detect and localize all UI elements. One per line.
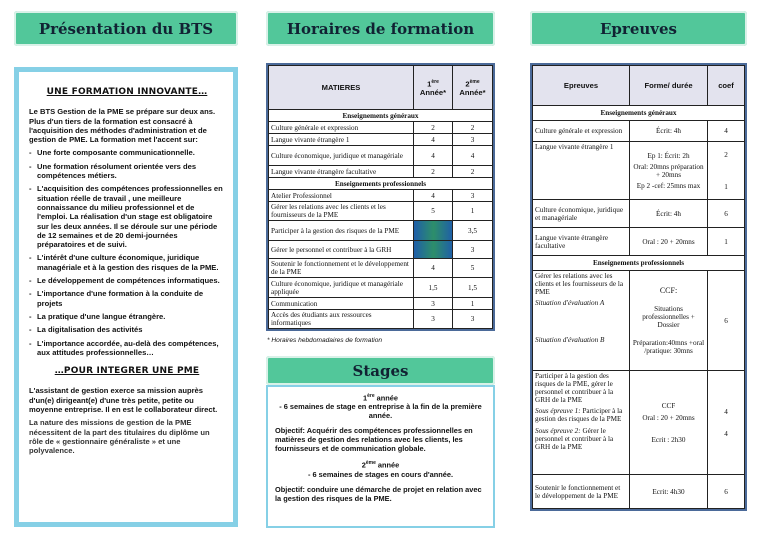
table-row: Langue vivante étrangère facultative 2 2 — [269, 166, 493, 178]
section-row-generaux: Enseignements généraux — [269, 110, 493, 122]
section-row-pro: Enseignements professionnels — [533, 256, 745, 271]
col-header-matieres: MATIERES — [269, 66, 414, 110]
list-item: - Une formation résolument orientée vers des compétences métiers. — [29, 161, 197, 181]
stages-panel — [266, 385, 495, 528]
list-item: - L'importance d'une formation à la conduite de projets — [29, 289, 204, 308]
intro-text: Le BTS Gestion de la PME se prépare sur deux ans. Plus d'un tiers de la formation est consacré à l'acquisition des méthodes d'administration et de gestion de PME. La formation met l'accent sur: — [29, 107, 216, 145]
col-header-year1: 1ère Année* — [414, 66, 453, 110]
table-row: Langue vivante étrangère facultative Oral : 20 + 20mns 1 — [533, 228, 745, 256]
header-epreuves-text: Epreuves — [600, 19, 677, 38]
table-row: Participer à la gestion des risques de la PME 3,5 — [269, 221, 493, 241]
list-item: - La pratique d'une langue étrangère. — [29, 311, 166, 321]
table-row: Accès des étudiants aux ressources informatiques 3 3 — [269, 310, 493, 329]
nature-text: La nature des missions de gestion de la PME nécessitent de la part des titulaires du diplôme un rôle de « gestionnaire généraliste » et une polyvalence. — [29, 418, 210, 456]
col-header-coef: coef — [708, 66, 745, 106]
shaded-cell — [414, 241, 453, 259]
col-header-year2: 2ème Année* — [453, 66, 493, 110]
stage-year1-title: 1ère année — [362, 393, 399, 403]
list-item: - L'importance accordée, au-delà des compétences, aux attitudes professionnelles… — [29, 338, 219, 357]
section-row-generaux: Enseignements généraux — [533, 106, 745, 121]
table-row: Culture économique, juridique et managériale appliquée 1,5 1,5 — [269, 278, 493, 298]
list-item: - Le développement de compétences informatiques. — [29, 276, 220, 286]
list-item: - L'intérêt d'une culture économique, juridique managériale et à la gestion des risques de la PME. — [29, 253, 219, 272]
stage-year2-objective: Objectif: conduire une démarche de projet en relation avec la gestion des risques de la PME. — [275, 484, 482, 503]
shaded-cell — [414, 221, 453, 241]
table-row: Atelier Professionnel 4 3 — [269, 190, 493, 202]
section-title-pme: …POUR INTEGRER UNE PME — [54, 366, 200, 377]
header-presentation — [14, 11, 238, 46]
section-title-formation: UNE FORMATION INNOVANTE… — [46, 87, 208, 97]
header-epreuves — [530, 11, 747, 46]
table-row: Culture générale et expression 2 2 — [269, 122, 493, 134]
table-row: Langue vivante étrangère 1 4 3 — [269, 134, 493, 146]
stage-year1-objective: Objectif: Acquérir des compétences professionnelles en matières de gestion des relations avec les clients, les fournisseurs et de communication globale. — [275, 426, 473, 454]
header-presentation-text: Présentation du BTS — [38, 19, 214, 38]
table-row: Culture économique, juridique et managériale Écrit: 4h 6 — [533, 200, 745, 228]
col-header-forme: Forme/ durée — [630, 66, 708, 106]
epreuves-table-frame — [530, 63, 747, 511]
table-row: Soutenir le fonctionnement et le développement de la PME 4 5 — [269, 259, 493, 278]
header-stages — [266, 356, 495, 385]
table-row: Gérer les relations avec les clients et les fournisseurs de la PME Situation d'évaluation A Situation d'évaluation B CCF: Situations professionnelles + Dossier Préparation:40mns +oral /pratique: 30mns 6 — [533, 271, 745, 371]
section-row-pro: Enseignements professionnels — [269, 178, 493, 190]
presentation-panel — [14, 67, 238, 527]
table-row: Soutenir le fonctionnement et le développement de la PME Ecrit: 4h30 6 — [533, 475, 745, 509]
horaires-note: * Horaires hebdomadaires de formation — [267, 337, 383, 344]
mission-text: L'assistant de gestion exerce sa mission auprès d'un(e) dirigeant(e) d'une très petite, petite ou moyenne entreprise. Il en est le collaborateur direct. — [29, 386, 218, 415]
table-row: Gérer le personnel et contribuer à la GRH 3 — [269, 241, 493, 259]
header-horaires — [266, 11, 495, 46]
col-header-epreuves: Epreuves — [533, 66, 630, 106]
stage-year2-title: 2ème année — [361, 460, 400, 470]
list-item: - Une forte composante communicationnelle. — [29, 148, 195, 158]
table-row: Participer à la gestion des risques de la PME, gérer le personnel et contribuer à la GRH de la PME Sous épreuve 1: Participer à la gestion des risques de la PME Sous épreuve 2: Gérer le personnel et contribuer à la GRH de la PME CCF Oral : 20 + 20mns Ecrit : 2h30 4 4 — [533, 371, 745, 475]
table-row: Gérer les relations avec les clients et les fournisseurs de la PME 5 1 — [269, 202, 493, 221]
list-item: - L'acquisition des compétences professionnelles en situation réelle de travail , une meilleure connaissance du milieu professionnel et de l'emploi. La réalisation d'un stage est obligatoire sur les deux années. Il se déroule sur une période de 12 semaines et de 20 demi-journées préparatoires et de suivi. — [29, 184, 223, 250]
stage-year2-desc: - 6 semaines de stages en cours d'année. — [307, 469, 454, 479]
horaires-table-frame — [266, 63, 495, 331]
stage-year1-desc: - 6 semaines de stage en entreprise à la fin de la première année. — [279, 402, 482, 421]
presentation-content — [19, 72, 233, 522]
table-row: Communication 3 1 — [269, 298, 493, 310]
header-horaires-text: Horaires de formation — [286, 19, 475, 38]
list-item: - La digitalisation des activités — [29, 325, 143, 335]
table-row: Langue vivante étrangère 1 Ep 1: Écrit: 2h Oral: 20mns préparation + 20mns Ep 2 -cef: 25mns max 2 1 — [533, 142, 745, 200]
table-row: Culture économique, juridique et managériale 4 4 — [269, 146, 493, 166]
header-stages-text: Stages — [352, 361, 409, 380]
table-row: Culture générale et expression Écrit: 4h 4 — [533, 121, 745, 142]
horaires-table — [268, 65, 493, 329]
epreuves-table — [532, 65, 745, 509]
